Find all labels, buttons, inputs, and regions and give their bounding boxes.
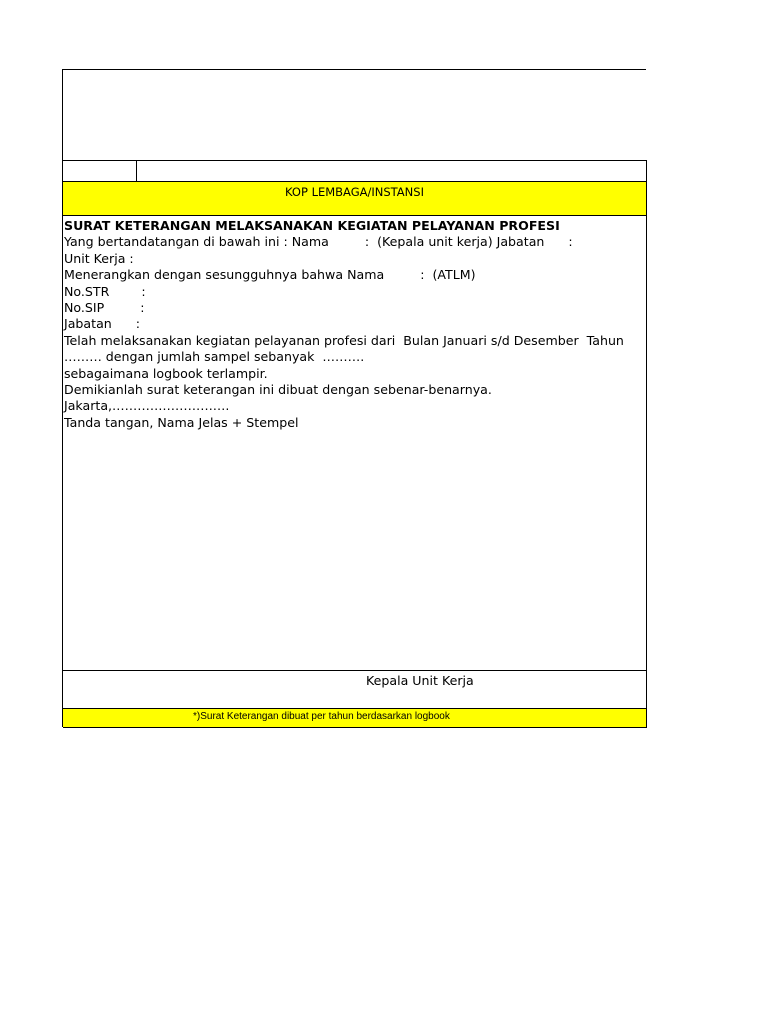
blank-header-area — [63, 70, 647, 160]
line-jumlah-sampel: ……… dengan jumlah sampel sebanyak ………. — [64, 349, 365, 365]
signature-row — [63, 670, 647, 708]
line-jabatan: Jabatan : — [64, 316, 141, 332]
line-logbook: sebagaimana logbook terlampir. — [64, 365, 268, 381]
line-signatory: Yang bertandatangan di bawah ini : Nama : (Kepala unit kerja) Jabatan : — [64, 234, 573, 250]
line-signature-instruction: Tanda tangan, Nama Jelas + Stempel — [64, 414, 299, 430]
letter-title: SURAT KETERANGAN MELAKSANAKAN KEGIATAN PELAYANAN PROFESI — [64, 218, 560, 233]
letter-body — [63, 216, 647, 670]
footer-note: *)Surat Keterangan dibuat per tahun berdasarkan logbook — [193, 711, 450, 722]
line-no-str: No.STR : — [64, 283, 146, 299]
line-place-date: Jakarta,………………………. — [64, 398, 230, 414]
kop-label: KOP LEMBAGA/INSTANSI — [285, 185, 424, 199]
signature-label: Kepala Unit Kerja — [366, 673, 474, 688]
footer-note-cell — [63, 708, 647, 728]
line-unit-kerja: Unit Kerja : — [64, 250, 134, 266]
document-sheet — [62, 69, 646, 727]
cell-divider — [136, 161, 137, 181]
blank-cell-row — [63, 160, 647, 181]
line-menerangkan: Menerangkan dengan sesungguhnya bahwa Nama : (ATLM) — [64, 267, 476, 283]
kop-header-cell — [63, 181, 647, 216]
line-no-sip: No.SIP : — [64, 300, 145, 316]
line-demikian: Demikianlah surat keterangan ini dibuat dengan sebenar-benarnya. — [64, 382, 492, 398]
line-kegiatan: Telah melaksanakan kegiatan pelayanan profesi dari Bulan Januari s/d Desember Tahun — [64, 332, 624, 348]
